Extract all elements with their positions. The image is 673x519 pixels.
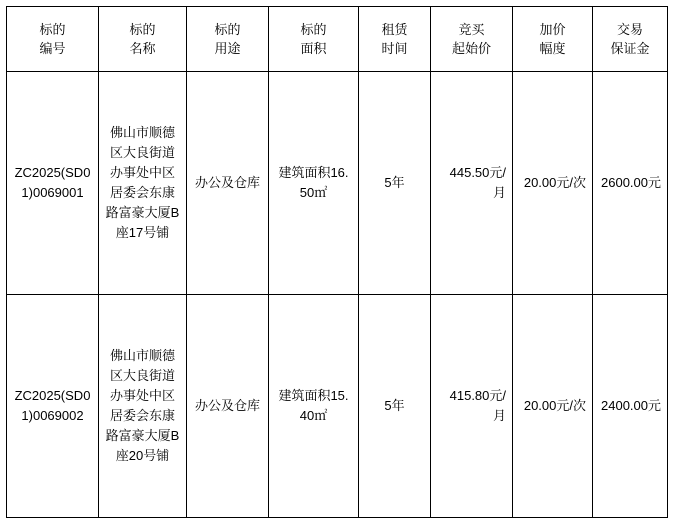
column-header-area [269, 7, 359, 72]
cell-start-price: 445.50元/月 [431, 72, 513, 295]
cell-area: 建筑面积15.40㎡ [269, 295, 359, 518]
column-header-deposit-line2: 保证金 [610, 41, 650, 56]
column-header-code-line2: 编号 [39, 41, 66, 56]
column-header-use-line1: 标的 [214, 21, 241, 37]
cell-name: 佛山市顺德区大良街道办事处中区居委会东康路富豪大厦B座20号铺 [99, 295, 187, 518]
column-header-code [7, 7, 99, 72]
column-header-deposit [593, 7, 668, 72]
column-header-increment-line1: 加价 [539, 21, 566, 37]
cell-start-price: 415.80元/月 [431, 295, 513, 518]
column-header-lease-time-line2: 时间 [381, 41, 408, 56]
column-header-name [99, 7, 187, 72]
cell-code: ZC2025(SD01)0069002 [7, 295, 99, 518]
cell-code: ZC2025(SD01)0069001 [7, 72, 99, 295]
cell-area: 建筑面积16.50㎡ [269, 72, 359, 295]
table-row [7, 295, 668, 518]
cell-deposit: 2400.00元 [593, 295, 668, 518]
bid-table [6, 6, 668, 518]
column-header-lease-time-line1: 租赁 [381, 21, 408, 37]
cell-increment: 20.00元/次 [513, 295, 593, 518]
cell-deposit: 2600.00元 [593, 72, 668, 295]
cell-name: 佛山市顺德区大良街道办事处中区居委会东康路富豪大厦B座17号铺 [99, 72, 187, 295]
cell-lease-time: 5年 [359, 72, 431, 295]
cell-increment: 20.00元/次 [513, 72, 593, 295]
column-header-code-line1: 标的 [39, 21, 66, 37]
column-header-name-line1: 标的 [129, 21, 156, 37]
column-header-lease-time [359, 7, 431, 72]
table-header-row [7, 7, 668, 72]
column-header-name-line2: 名称 [129, 41, 156, 56]
table-row [7, 72, 668, 295]
column-header-increment [513, 7, 593, 72]
column-header-area-line1: 标的 [300, 21, 327, 37]
column-header-start-price [431, 7, 513, 72]
column-header-use [187, 7, 269, 72]
cell-lease-time: 5年 [359, 295, 431, 518]
column-header-increment-line2: 幅度 [539, 41, 566, 56]
column-header-use-line2: 用途 [214, 41, 241, 56]
table-header [7, 7, 668, 72]
column-header-start-price-line2: 起始价 [451, 41, 491, 56]
column-header-deposit-line1: 交易 [616, 21, 643, 37]
cell-use: 办公及仓库 [187, 295, 269, 518]
column-header-start-price-line1: 竞买 [458, 21, 485, 37]
cell-use: 办公及仓库 [187, 72, 269, 295]
column-header-area-line2: 面积 [300, 41, 327, 56]
table-body [7, 72, 668, 518]
